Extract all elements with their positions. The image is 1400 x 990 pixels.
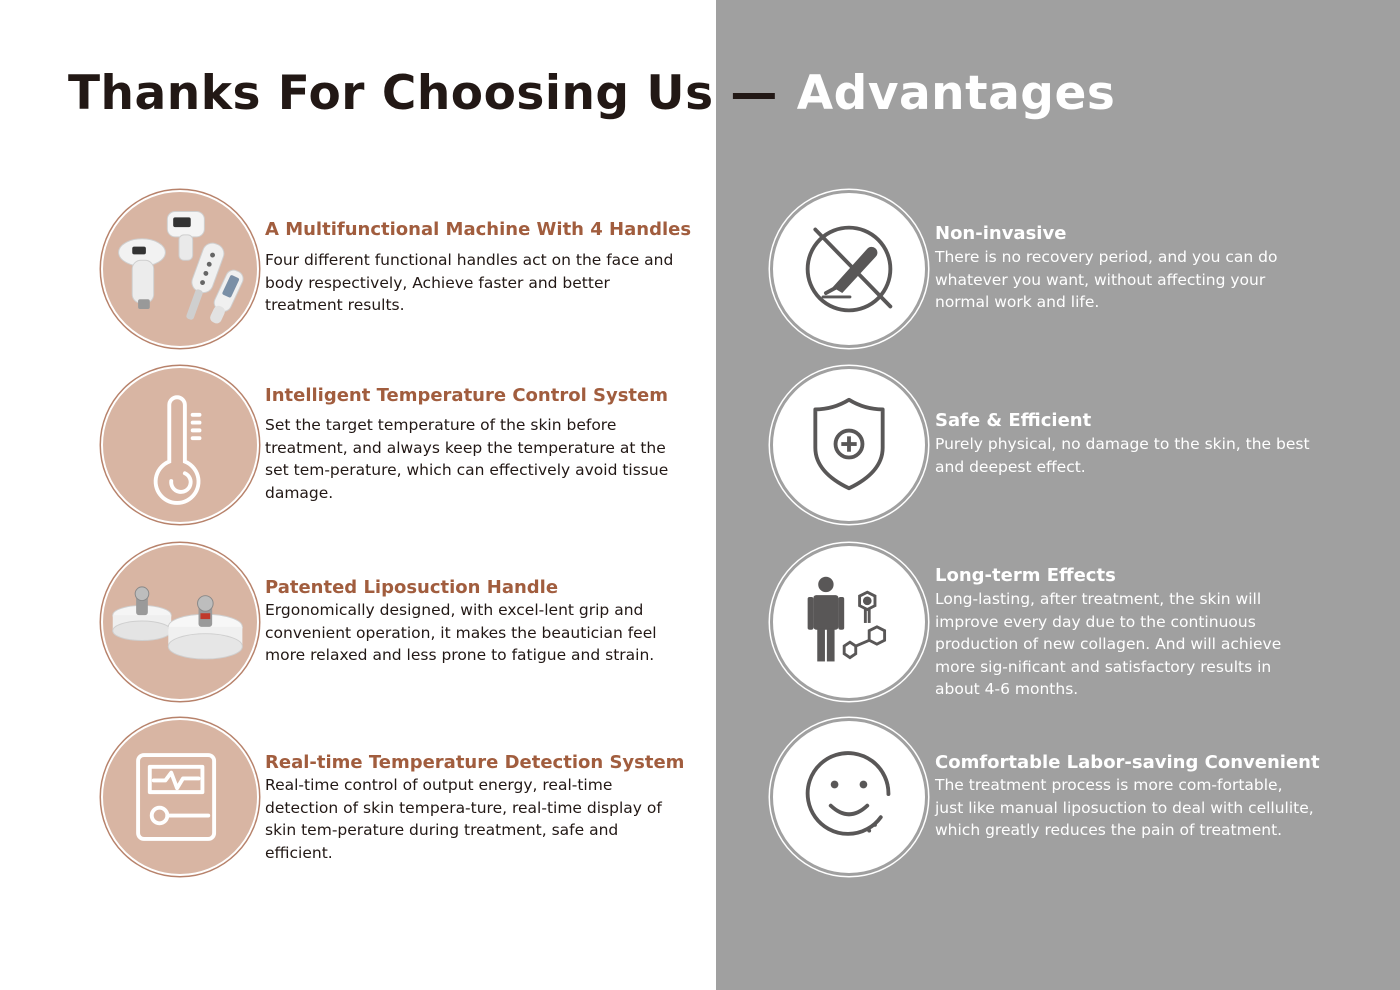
monitor-icon [101,718,259,876]
shield-plus-icon [770,366,928,524]
no-scalpel-icon [770,190,928,348]
item-heading: Intelligent Temperature Control System [265,385,669,406]
item-heading: Long-term Effects [935,565,1116,586]
person-molecule-icon [770,543,928,701]
item-heading: Non-invasive [935,223,1067,244]
item-description: Long-lasting, after treatment, the skin will improve every day due to the continuous production of new collagen. And will achieve more sig-nificant and satisfactory results in about 4-6 months. [935,590,1282,698]
item-heading: A Multifunctional Machine With 4 Handles [265,219,692,240]
item-description: Set the target temperature of the skin before treatment, and always keep the temperature at the set tem-perature, which can effectively avoid tissue damage. [265,416,669,502]
item-description: Ergonomically designed, with excel-lent grip and convenient operation, it makes the beautician feel more relaxed and less prone to fatigue and strain. [265,601,657,664]
item-description: Four different functional handles act on the face and body respectively, Achieve faster and better treatment results. [265,251,674,314]
item-heading: Real-time Temperature Detection System [265,752,685,773]
item-description: Purely physical, no damage to the skin, the best and deepest effect. [935,435,1310,476]
handpieces-photo [101,190,259,348]
liposuction-handle-photo [101,543,259,701]
item-description: There is no recovery period, and you can do whatever you want, without affecting your normal work and life. [935,248,1278,311]
item-description: Real-time control of output energy, real-time detection of skin tempera-ture, real-time display of skin tem-perature during treatment, safe and efficient. [265,776,662,862]
thermometer-icon [101,366,259,524]
item-heading: Patented Liposuction Handle [265,577,559,598]
smiley-icon [770,718,928,876]
item-heading: Safe & Efficient [935,410,1092,431]
item-heading: Comfortable Labor-saving Convenient [935,752,1320,773]
page-title: Thanks For Choosing Us — Advantages [68,66,1116,121]
item-description: The treatment process is more com-fortable, just like manual liposuction to deal with cellulite, which greatly reduces the pain of treatment. [935,776,1314,839]
